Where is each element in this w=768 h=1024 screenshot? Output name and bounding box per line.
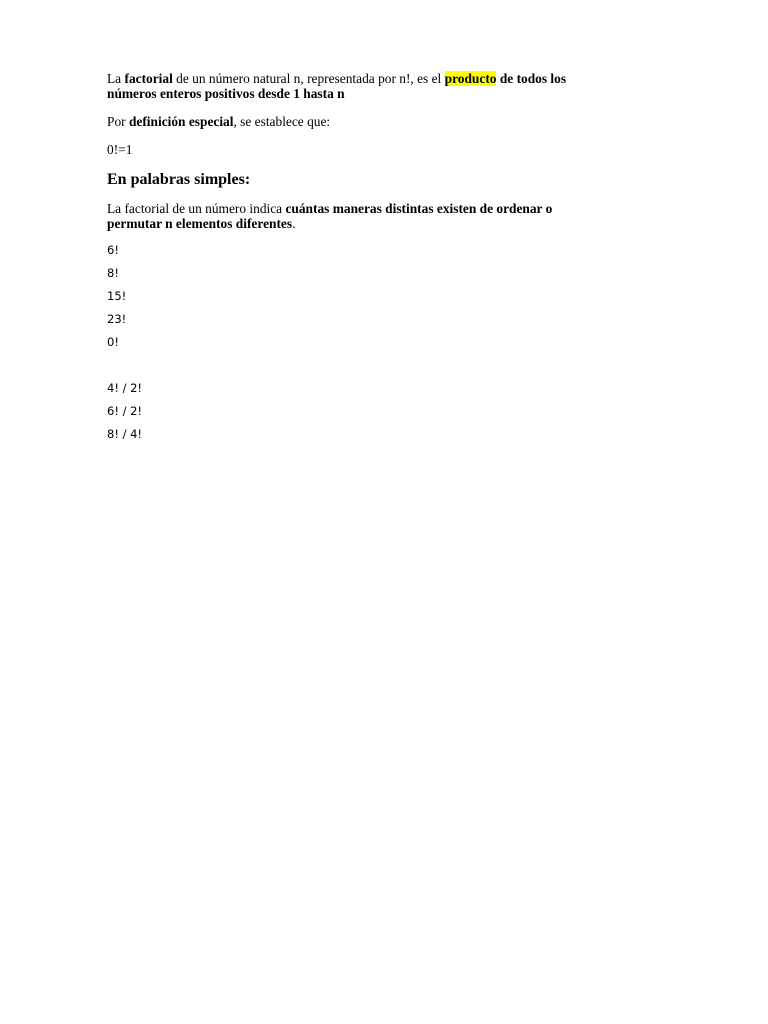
- text-span: , se establece que:: [233, 114, 331, 129]
- term-producto-highlighted: producto: [444, 71, 497, 86]
- division-item: 6! / 2!: [107, 404, 143, 418]
- factorial-item: 8!: [107, 266, 119, 280]
- factorial-item: 6!: [107, 243, 119, 257]
- text-span-bold: números enteros positivos desde 1 hasta n: [107, 86, 345, 101]
- factorial-item: 15!: [107, 289, 127, 303]
- term-factorial: factorial: [124, 71, 173, 86]
- section-heading: En palabras simples:: [107, 171, 251, 188]
- text-span-bold: cuántas maneras distintas existen de ordenar o: [285, 201, 553, 216]
- text-span: La factorial de un número indica: [107, 201, 286, 216]
- text-span: .: [292, 216, 296, 231]
- text-span: Por: [107, 114, 129, 129]
- text-span: de un número natural n, representada por n!, es el: [172, 71, 445, 86]
- division-item: 4! / 2!: [107, 381, 143, 395]
- paragraph-definition: [107, 71, 566, 101]
- text-span-bold: permutar n elementos diferentes: [107, 216, 293, 231]
- paragraph-simple-explanation: [107, 201, 552, 231]
- paragraph-special-definition: [107, 114, 330, 129]
- division-item: 8! / 4!: [107, 427, 143, 441]
- factorial-item: 23!: [107, 312, 127, 326]
- text-span-bold: de todos los: [496, 71, 567, 86]
- factorial-item: 0!: [107, 335, 119, 349]
- term-definicion-especial: definición especial: [128, 114, 234, 129]
- text-span: La: [107, 71, 125, 86]
- formula-zero-factorial: 0!=1: [107, 142, 133, 157]
